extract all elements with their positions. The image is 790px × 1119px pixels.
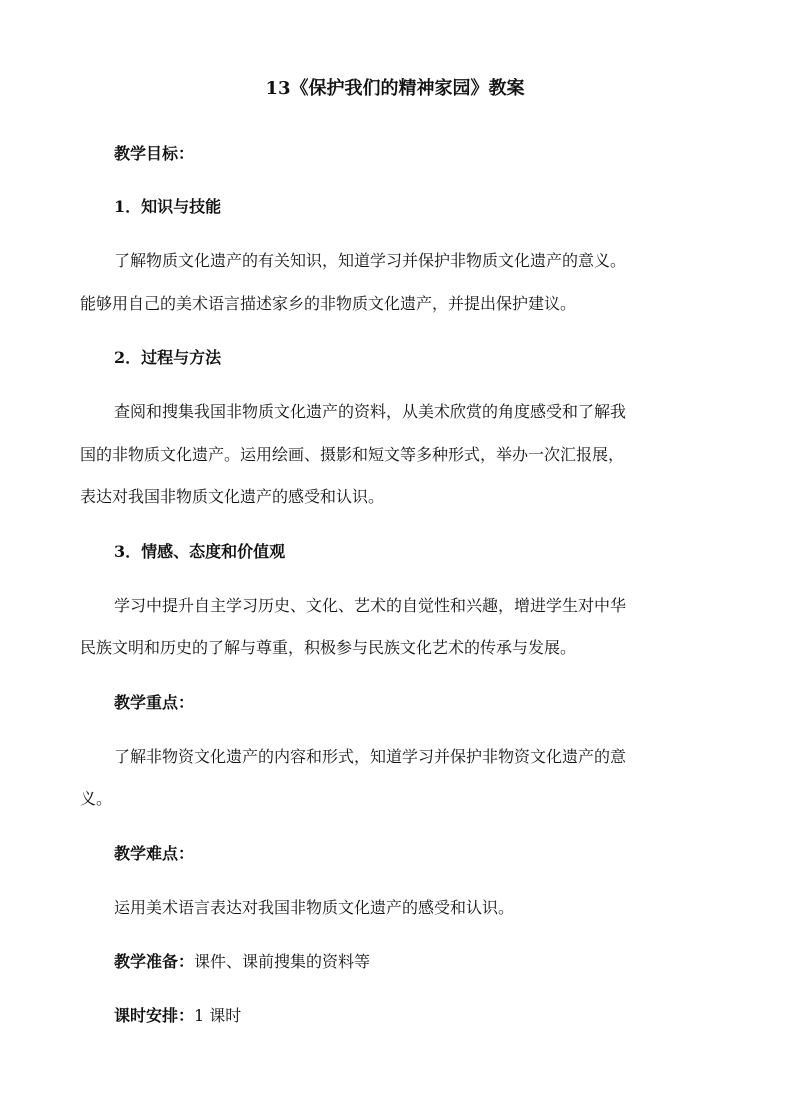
objectives-heading: 教学目标： bbox=[114, 144, 195, 163]
section1-line-1: 了解物质文化遗产的有关知识，知道学习并保护非物质文化遗产的意义。 bbox=[114, 251, 627, 270]
section1-heading: 1．知识与技能 bbox=[114, 197, 222, 216]
section3-heading: 3．情感、态度和价值观 bbox=[114, 542, 286, 561]
schedule-value: 1 课时 bbox=[194, 1006, 242, 1025]
section2-line-1: 查阅和搜集我国非物质文化遗产的资料，从美术欣赏的角度感受和了解我 bbox=[114, 402, 627, 421]
preparation-line bbox=[114, 950, 370, 974]
key-points-line-2: 义。 bbox=[80, 789, 113, 808]
section3-line-2: 民族文明和历史的了解与尊重，积极参与民族文化艺术的传承与发展。 bbox=[80, 638, 577, 657]
difficulties-heading: 教学难点： bbox=[114, 844, 195, 863]
difficulties-line-1: 运用美术语言表达对我国非物质文化遗产的感受和认识。 bbox=[114, 898, 515, 917]
document-title: 13《保护我们的精神家园》教案 bbox=[265, 78, 525, 99]
section3-line-1: 学习中提升自主学习历史、文化、艺术的自觉性和兴趣，增进学生对中华 bbox=[114, 596, 627, 615]
section2-line-2: 国的非物质文化遗产。运用绘画、摄影和短文等多种形式，举办一次汇报展， bbox=[80, 445, 625, 464]
section2-heading: 2．过程与方法 bbox=[114, 348, 222, 367]
section2-line-3: 表达对我国非物质文化遗产的感受和认识。 bbox=[80, 487, 385, 506]
schedule-line bbox=[114, 1004, 241, 1028]
preparation-value: 课件、课前搜集的资料等 bbox=[194, 952, 371, 971]
schedule-label: 课时安排： bbox=[114, 1006, 195, 1025]
key-points-line-1: 了解非物资文化遗产的内容和形式，知道学习并保护非物资文化遗产的意 bbox=[114, 747, 627, 766]
section1-line-2: 能够用自己的美术语言描述家乡的非物质文化遗产，并提出保护建议。 bbox=[80, 294, 577, 313]
preparation-label: 教学准备： bbox=[114, 952, 195, 971]
key-points-heading: 教学重点： bbox=[114, 693, 195, 712]
